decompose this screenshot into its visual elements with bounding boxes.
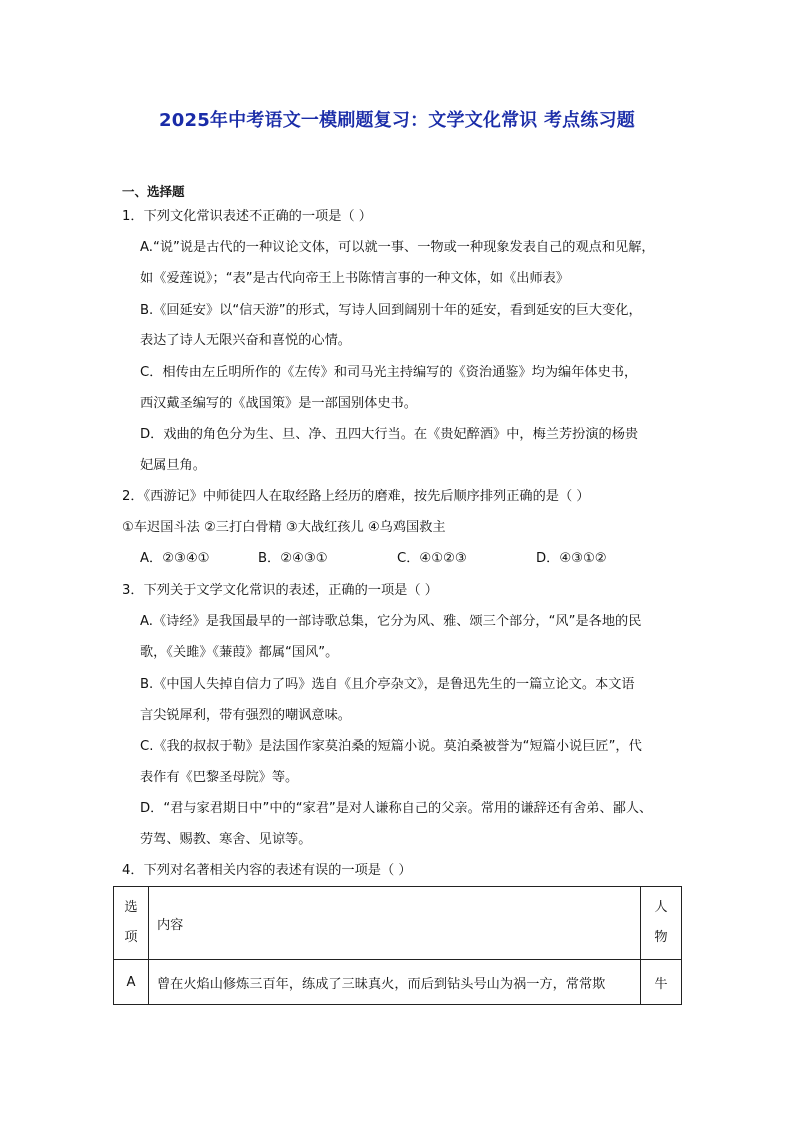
q1-stem: 1．下列文化常识表述不正确的一项是（ ）: [122, 209, 372, 224]
q1-option-c-line2: 西汉戴圣编写的《战国策》是一部国别体史书。: [140, 396, 417, 411]
q1-option-d-line2: 妃属旦角。: [140, 458, 206, 473]
q3-option-c-line1: C.《我的叔叔于勒》是法国作家莫泊桑的短篇小说。莫泊桑被誉为“短篇小说巨匠”，代: [140, 739, 642, 754]
q3-option-b-line1: B.《中国人失掉自信力了吗》选自《且介亭杂文》，是鲁迅先生的一篇立论文。本文语: [140, 677, 635, 692]
q1-option-b-line1: B.《回延安》以“信天游”的形式，写诗人回到阔别十年的延安，看到延安的巨大变化，: [140, 303, 642, 318]
q2-option-c: C．④①②③: [397, 551, 467, 566]
q2-stem: 2．《西游记》中师徒四人在取经路上经历的磨难，按先后顺序排列正确的是（ ）: [122, 489, 590, 504]
header-person-char1: 人: [654, 900, 668, 915]
header-person-cell: [641, 887, 682, 960]
q1-option-a-line2: 如《爱莲说》；“表”是古代向帝王上书陈情言事的一种文体，如《出师表》: [140, 271, 570, 286]
q2-items: ①车迟国斗法 ②三打白骨精 ③大战红孩儿 ④乌鸡国救主: [122, 520, 446, 535]
q3-option-c-line2: 表作有《巴黎圣母院》等。: [140, 770, 299, 785]
q1-option-a-line1: A.“说”说是古代的一种议论文体，可以就一事、一物或一种现象发表自己的观点和见解，: [140, 240, 655, 255]
q2-option-d: D．④③①②: [536, 551, 607, 566]
q2-option-a: A．②③④①: [140, 551, 210, 566]
q3-stem: 3．下列关于文学文化常识的表述，正确的一项是（ ）: [122, 583, 438, 598]
row-a-content: 曾在火焰山修炼三百年，练成了三昧真火，而后到钻头号山为祸一方，常常欺: [149, 960, 641, 1005]
q3-option-d-line2: 劳驾、赐教、寒舍、见谅等。: [140, 832, 312, 847]
header-option-char2: 项: [124, 930, 138, 945]
q3-option-a-line1: A.《诗经》是我国最早的一部诗歌总集，它分为风、雅、颂三个部分，“风”是各地的民: [140, 614, 642, 629]
section-heading: 一、选择题: [122, 184, 185, 199]
header-option-cell: [114, 887, 149, 960]
q4-stem: 4．下列对名著相关内容的表述有误的一项是（ ）: [122, 863, 412, 878]
q2-option-b: B．②④③①: [258, 551, 328, 566]
q1-option-c-line1: C．相传由左丘明所作的《左传》和司马光主持编写的《资治通鉴》均为编年体史书，: [140, 365, 638, 380]
q4-table: [113, 886, 682, 1005]
row-a-option: A: [114, 960, 149, 1005]
header-content-cell: 内容: [149, 887, 641, 960]
q3-option-b-line2: 言尖锐犀利，带有强烈的嘲讽意味。: [140, 708, 351, 723]
q1-option-d-line1: D．戏曲的角色分为生、旦、净、丑四大行当。在《贵妃醉酒》中，梅兰芳扮演的杨贵: [140, 427, 639, 442]
table-row: [114, 960, 682, 1005]
row-a-person: 牛: [641, 960, 682, 1005]
header-person-char2: 物: [654, 930, 668, 945]
q1-option-b-line2: 表达了诗人无限兴奋和喜悦的心情。: [140, 333, 351, 348]
q3-option-a-line2: 歌，《关雎》《蒹葭》都属“国风”。: [140, 645, 339, 660]
page-title: 2025年中考语文一模刷题复习：文学文化常识 考点练习题: [159, 110, 635, 131]
header-option-char1: 选: [124, 900, 138, 915]
table-header-row: [114, 887, 682, 960]
q3-option-d-line1: D．“君与家君期日中”中的“家君”是对人谦称自己的父亲。常用的谦辞还有舍弟、鄙人、: [140, 801, 653, 816]
